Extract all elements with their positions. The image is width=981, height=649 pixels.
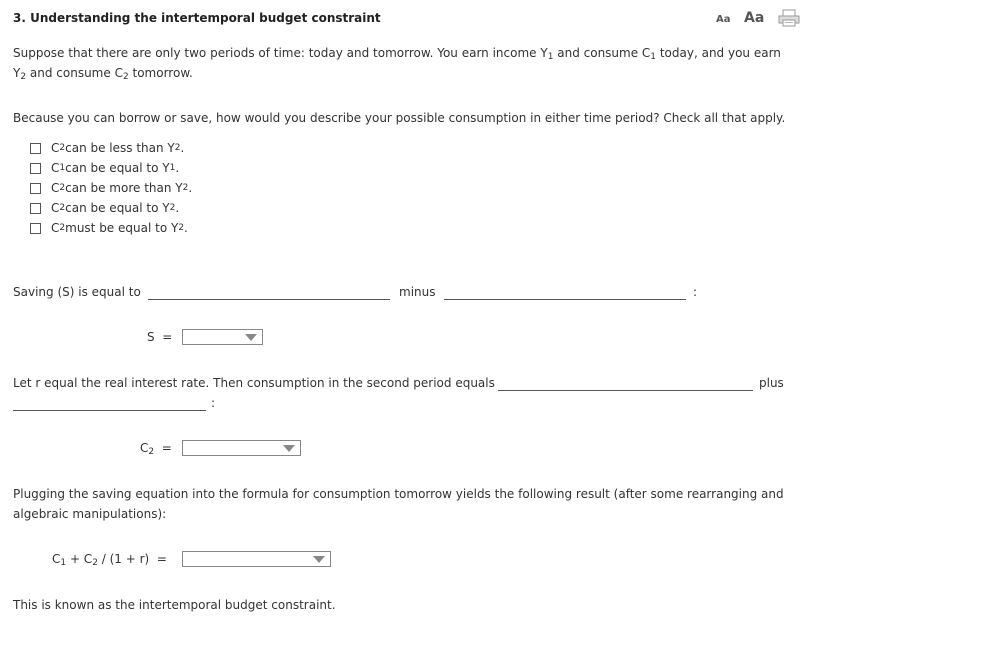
checkbox[interactable] bbox=[30, 183, 41, 194]
consumption-equation-label: $C_2$ = bbox=[140, 441, 172, 457]
decrease-font-button[interactable]: Aa bbox=[716, 14, 731, 25]
page-title: 3. Understanding the intertemporal budget constraint bbox=[13, 11, 381, 25]
question-text: Because you can borrow or save, how would you describe your possible consumption in either time period? Check all that apply. bbox=[13, 111, 786, 125]
checkbox[interactable] bbox=[30, 163, 41, 174]
saving-equation-dropdown[interactable] bbox=[182, 329, 263, 345]
option-row[interactable]: C 2 can be equal to Y 2 . bbox=[30, 198, 179, 218]
consumption-second-blank[interactable] bbox=[13, 410, 206, 411]
consumption-equation-dropdown[interactable] bbox=[182, 440, 301, 456]
consumption-colon: : bbox=[211, 396, 216, 410]
checkbox[interactable] bbox=[30, 143, 41, 154]
consumption-lead-text: Let r equal the real interest rate. Then consumption in the second period equals bbox=[13, 376, 495, 390]
chevron-down-icon bbox=[245, 334, 257, 341]
saving-second-blank[interactable] bbox=[444, 299, 686, 300]
checkbox[interactable] bbox=[30, 203, 41, 214]
conclusion-text: This is known as the intertemporal budget constraint. bbox=[13, 598, 336, 612]
saving-equation-label: S = bbox=[147, 330, 173, 344]
chevron-down-icon bbox=[313, 556, 325, 563]
saving-lead-text: Saving (S) is equal to bbox=[13, 285, 141, 299]
saving-first-blank[interactable] bbox=[148, 299, 390, 300]
plugging-paragraph: Plugging the saving equation into the formula for consumption tomorrow yields the following result (after some rearranging and algebraic manipulations): bbox=[13, 487, 784, 521]
printer-icon[interactable] bbox=[778, 9, 800, 27]
increase-font-button[interactable]: Aa bbox=[744, 10, 765, 26]
saving-minus-text: minus bbox=[399, 285, 436, 299]
option-row[interactable]: C 2 can be more than Y 2 . bbox=[30, 178, 192, 198]
option-row[interactable]: C 1 can be equal to Y 1 . bbox=[30, 158, 179, 178]
saving-colon: : bbox=[693, 285, 698, 299]
budget-equation-label: $C_1 + C_2 / (1 + r)$ = bbox=[52, 552, 167, 568]
checkbox[interactable] bbox=[30, 223, 41, 234]
consumption-first-blank[interactable] bbox=[498, 390, 753, 391]
option-row[interactable]: C 2 must be equal to Y 2 . bbox=[30, 218, 188, 238]
chevron-down-icon bbox=[283, 445, 295, 452]
budget-equation-dropdown[interactable] bbox=[182, 551, 331, 567]
option-row[interactable]: C 2 can be less than Y 2 . bbox=[30, 138, 184, 158]
consumption-plus-text: plus bbox=[759, 376, 784, 390]
intro-paragraph: Suppose that there are only two periods of time: today and tomorrow. You earn income $Y_1$ and consume $C_1$ today, and you earn $Y_2$ and consume $C_2$ tomorrow. bbox=[13, 46, 781, 82]
